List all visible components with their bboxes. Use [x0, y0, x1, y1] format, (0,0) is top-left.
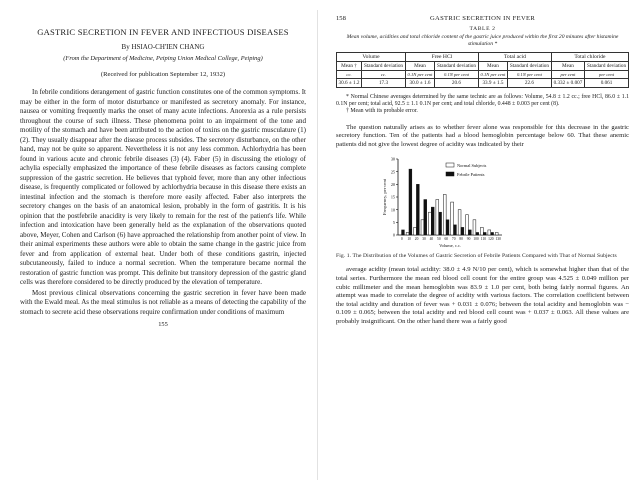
- body-paragraph: In febrile conditions derangement of gastric function constitutes one of the common symptoms. It may be either in the form of motor disturbance or manifested as secretory anomaly. For instance, nausea or vomiting frequently marks the onset of many acute infections. Anorexia as a rule persists throughout the course of such illness. These phenomena point to an impairment of the tone and motility of the stomach and have been attributed to the action of toxins on the gastric musculature (1) (2). They usually disappear after the disease process subsides. The secretory disturbance, on the other hand, may not be quite so apparent. Nevertheless it is not any less common. Achlorhydria has been found in various acute and chronic febrile diseases (3) (4). Faber (5) in discussing the etiology of achylia especially emphasized the importance of these febrile diseases as factors causing complete suppression of the gastric secretion. He believes that typhoid fever, more than any other infectious disease, is frequently complicated or followed by achlorhydria because in this disease there exists an intestinal infection and the stomach is therefore more easily affected. Faber also interprets the secretory changes on the basis of an anatomical lesion, probably in the form of gastritis. It is his opinion that the postfebrile anacidity is very likely to remain for the rest of the patient's life. While infection and intoxication have been generally held as the explanation of the observations quoted above, Meyer, Cohen and Carlson (6) have approached the relationship from another point of view. In their animal experiments these authors were able to obtain the same change in the gastric juice from fever and from application of external heat. Under both of these conditions gastrin, injected subcutaneously, failed to induce a normal secretion. When the temperature became normal the restoration of gastric function was prompt. This definite but transitory depression of the gastric gland cells was therefore considered to be directly produced by the elevation of temperature.: [20, 88, 306, 286]
- y-axis-label: Frequency, per cent: [382, 179, 387, 216]
- running-title: GASTRIC SECRETION IN FEVER: [429, 15, 536, 22]
- y-tick-label: 10: [390, 207, 395, 213]
- bar-1: [424, 200, 427, 235]
- bar-1: [491, 233, 494, 236]
- bar-1: [446, 220, 449, 235]
- bar-0: [473, 220, 476, 235]
- legend-label: Normal Subjects: [457, 163, 487, 169]
- table-cell: 33.9 ± 1.5: [478, 79, 507, 88]
- table-subheader: Mean †: [337, 62, 362, 71]
- figure-1: [336, 153, 629, 251]
- bar-0: [414, 228, 417, 236]
- legend-swatch: [446, 172, 454, 176]
- x-tick-label: 110: [480, 237, 487, 242]
- table-unit: 0.1N per cent: [478, 71, 507, 79]
- body-paragraph: average acidity (mean total acidity: 38.0 ± 4.9 N/10 per cent), which is somewhat higher than that of the total series. Furthermore the mean red blood cell count for the entire group was 4.525 ± 0.049 million per cubic millimeter and the mean hemoglobin was 83.9 ± 1.0 per cent, both being fairly normal figures. An attempt was made to correlate the degree of acidity with various factors. The correlation coefficient between the total acidity and duration of fever was + 0.031 ± 0.076; between the total acidity and hemoglobin was − 0.109 ± 0.065; between the total acidity and red blood cell count was + 0.037 ± 0.063. All these values are probably insignificant. On the other hand there was a fairly good: [336, 266, 629, 325]
- table-footnote: * Normal Chinese averages determined by the same technic are as follows: Volume, 54.8 ± 1.2 cc.; free HCl, 86.0 ± 1.1 0.1N per cent; total acid, 92.5 ± 1.1 0.1N per cent; and total chloride, 0.448 ± 0.003 per cent (8).: [336, 94, 629, 108]
- table-subheader: Mean: [405, 62, 434, 71]
- table-group-header-row: [337, 53, 629, 62]
- y-tick-label: 0: [392, 232, 395, 238]
- table-unit: cc.: [362, 71, 406, 79]
- page-gutter: [317, 10, 318, 480]
- table-row: [337, 79, 629, 88]
- bar-1: [483, 233, 486, 236]
- table-unit: per cent: [551, 71, 584, 79]
- y-tick-label: 30: [390, 156, 395, 162]
- bar-0: [466, 215, 469, 235]
- table-unit: cc.: [337, 71, 362, 79]
- bar-1: [431, 208, 434, 236]
- legend-swatch: [446, 163, 454, 167]
- table-subheader: Mean: [551, 62, 584, 71]
- table-subheader: Mean: [478, 62, 507, 71]
- received-date: (Received for publication September 12, 1932): [100, 71, 226, 78]
- bar-1: [468, 230, 471, 235]
- bar-0: [443, 195, 446, 236]
- table-cell: 30.6 ± 1.2: [337, 79, 362, 88]
- bar-0: [480, 228, 483, 236]
- table-unit: 0.1N per cent: [405, 71, 434, 79]
- x-tick-label: 60: [444, 237, 449, 242]
- x-axis-label: Volume, c.c.: [439, 243, 461, 249]
- body-paragraph: Most previous clinical observations concerning the gastric secretion in fever have been made with the Ewald meal. As the meal stimulus is not reliable as a means of detecting the capability of the stomach to secrete acid these observations require confirmation under conditions of maximum: [20, 288, 306, 316]
- table-unit: 0.1N per cent: [435, 71, 479, 79]
- bar-1: [439, 213, 442, 236]
- x-tick-label: 100: [473, 237, 479, 242]
- x-tick-label: 10: [407, 237, 411, 242]
- legend-label: Febrile Patients: [457, 172, 485, 178]
- bar-1: [409, 170, 412, 236]
- table-footnote: † Mean with its probable error.: [346, 108, 418, 115]
- bar-1: [416, 185, 419, 236]
- table-group-header: Total acid: [478, 53, 551, 62]
- bar-0: [436, 200, 439, 235]
- bar-1: [454, 225, 457, 235]
- table-subheader: Standard deviation: [435, 62, 479, 71]
- x-tick-label: 0: [400, 237, 403, 242]
- table-subheader: Standard deviation: [508, 62, 552, 71]
- bar-0: [495, 233, 498, 236]
- running-header: [336, 15, 629, 22]
- table-cell: 17.3: [362, 79, 406, 88]
- table-subheader: Standard deviation: [585, 62, 629, 71]
- bar-0: [488, 230, 491, 235]
- x-tick-label: 50: [437, 237, 441, 242]
- table-subheader: Standard deviation: [362, 62, 406, 71]
- table-label: TABLE 2: [469, 26, 496, 32]
- y-tick-label: 5: [392, 220, 395, 226]
- figure-caption: Fig. 1. The Distribution of the Volumes of Gastric Secretion of Febrile Patients Compared with That of Normal Subjects: [336, 253, 617, 260]
- table-cell: 22.6: [508, 79, 552, 88]
- table-unit: 0.1N per cent: [508, 71, 552, 79]
- table-subheader-row: [337, 62, 629, 71]
- table-unit: per cent: [585, 71, 629, 79]
- table-group-header: Free HCl: [405, 53, 478, 62]
- right-page: [322, 0, 641, 488]
- table-cell: 30.0 ± 1.6: [405, 79, 434, 88]
- table-group-header: Total chloride: [551, 53, 628, 62]
- table-group-header: Volume: [337, 53, 406, 62]
- bar-1: [461, 228, 464, 236]
- x-tick-label: 120: [488, 237, 494, 242]
- author-affiliation: (From the Department of Medicine, Peiping Union Medical College, Peiping): [63, 55, 263, 62]
- left-page: [0, 0, 316, 488]
- x-tick-label: 20: [414, 237, 419, 242]
- x-tick-label: 70: [451, 237, 456, 242]
- x-tick-label: 40: [429, 237, 434, 242]
- table-cell: 20.6: [435, 79, 479, 88]
- table-caption: Mean volume, acidities and total chloride content of the gastric juice produced within the first 20 minutes after histamine stimulation *: [346, 34, 619, 47]
- data-table: [336, 52, 629, 88]
- bar-1: [476, 233, 479, 236]
- bar-0: [451, 202, 454, 235]
- bar-0: [428, 213, 431, 236]
- page-number: 158: [336, 15, 346, 22]
- x-tick-label: 90: [466, 237, 471, 242]
- histogram-chart: [336, 153, 629, 251]
- table-units-row: [337, 71, 629, 79]
- bar-0: [458, 210, 461, 235]
- body-paragraph: The question naturally arises as to whether fever alone was responsible for this decrease in the gastric secretory function. Ten of the patients had a blood hemoglobin percentage below 60. That these anemic patients did not give the lowest degree of acidity was indicated by their: [336, 123, 629, 148]
- x-tick-label: 80: [459, 237, 463, 242]
- x-tick-label: 130: [495, 237, 501, 242]
- y-tick-label: 15: [390, 194, 395, 200]
- table-footnotes: [336, 94, 629, 116]
- y-tick-label: 20: [390, 182, 395, 188]
- x-tick-label: 30: [422, 237, 426, 242]
- bar-0: [421, 220, 424, 235]
- table-cell: 0.061: [585, 79, 629, 88]
- table-cell: 0.332 ± 0.007: [551, 79, 584, 88]
- bar-1: [402, 230, 405, 235]
- author-byline: By HSIAO-CH'IEN CHANG: [121, 43, 205, 51]
- y-tick-label: 25: [390, 169, 395, 175]
- bar-0: [406, 233, 409, 236]
- article-title: GASTRIC SECRETION IN FEVER AND INFECTIOUS DISEASES: [37, 27, 289, 37]
- page-number: 155: [158, 321, 168, 328]
